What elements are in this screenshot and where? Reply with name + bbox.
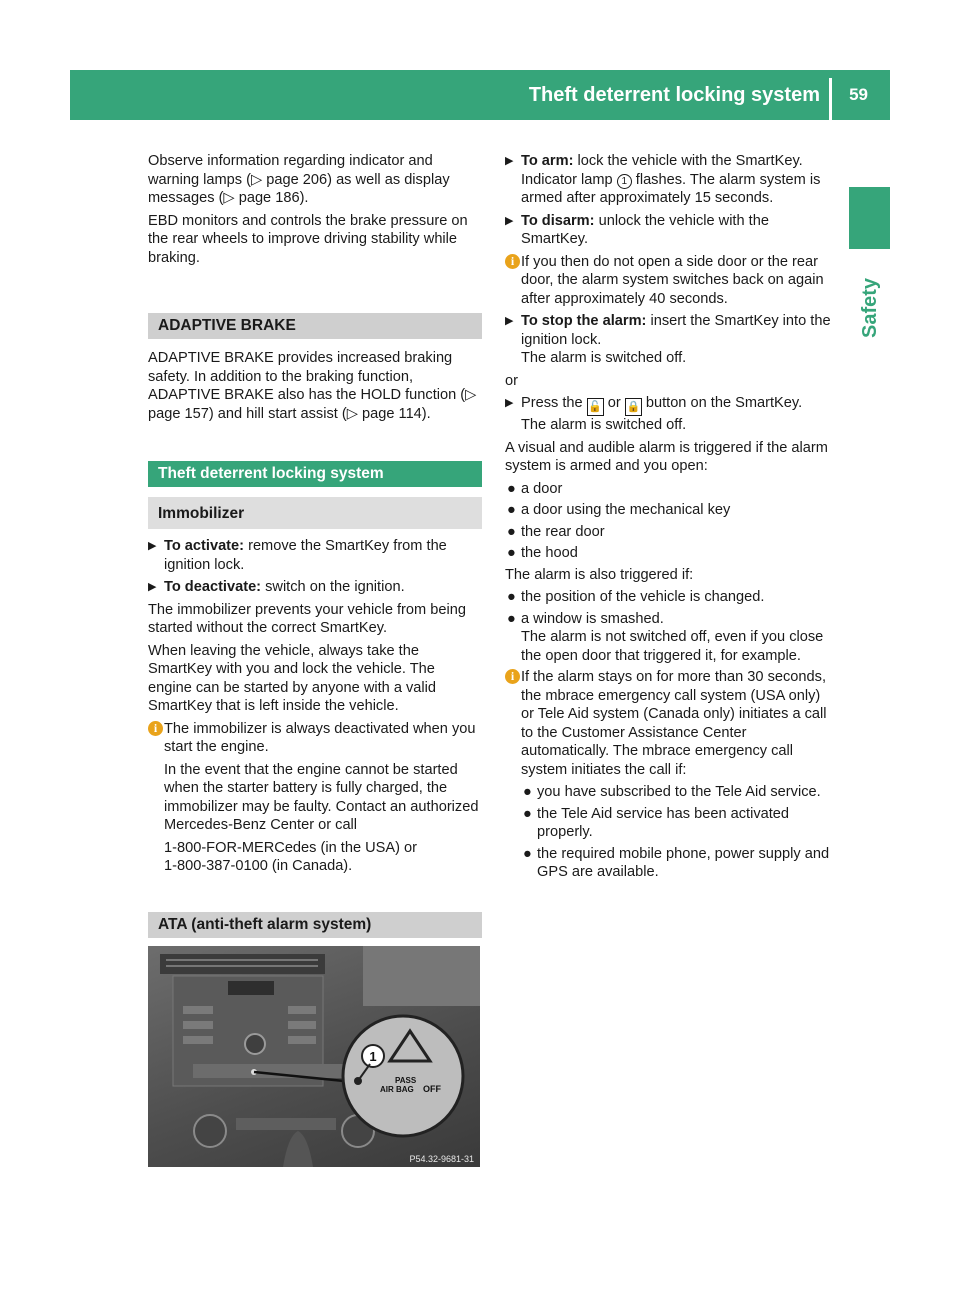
unlock-icon: 🔓 [587,398,604,416]
ebd-paragraph: EBD monitors and controls the brake pressure on the rear wheels to improve driving stability while braking. [148,212,468,266]
info-text: If you then do not open a side door or the rear door, the alarm system switches back on again after approximately 40 seconds. [521,253,824,307]
info-text: If the alarm stays on for more than 30 seconds, the mbrace emergency call system (USA only) or Tele Aid system (Canada only) initiates a call to the Customer Assistance Center automatically. The mbrace emergency call system initiates the call if: [521,669,827,778]
step-disarm [505,212,837,249]
header-divider [829,78,832,120]
also-note: The alarm is not switched off, even if you close the open door that triggered it, for example. [521,629,824,664]
bullet-icon: ● [507,523,516,540]
step-arrow-icon: ▶ [505,315,514,327]
dashboard-photo [148,946,480,1167]
immobilizer-heading: Immobilizer [148,497,482,529]
airbag-text: AIR BAG [380,1084,414,1094]
immobilizer-info [148,720,482,876]
list-item: ● the hood [507,545,578,561]
pass-text: PASS [395,1075,417,1085]
info-icon: i [505,669,520,684]
list-item: ● the Tele Aid service has been activated properly. [523,805,790,840]
list-item: ● a door [507,480,563,497]
adaptive-brake-text: ADAPTIVE BRAKE provides increased braking safety. In addition to the braking function, ADAPTIVE BRAKE also has the HOLD function (▷ page 157) and hill start assist (▷ page 114). [148,350,477,422]
triggered-intro: A visual and audible alarm is triggered if the alarm system is armed and you open: [505,439,828,474]
list-item: ● the required mobile phone, power supply and GPS are available. [523,845,830,880]
theft-section-heading: Theft deterrent locking system [148,461,482,487]
side-tab-label: Safety [859,277,881,338]
indicator-lamp-marker: 1 [617,174,632,189]
step-label: To disarm: [521,212,595,229]
page-title: Theft deterrent locking system [528,84,820,106]
immobilizer-paragraph: The immobilizer prevents your vehicle from being started without the correct SmartKey. [148,601,466,636]
step-text: insert the SmartKey into the ignition lock. [521,313,831,348]
step-stop-alarm [505,312,837,368]
page-number: 59 [849,85,868,104]
ata-heading: ATA (anti-theft alarm system) [148,912,482,938]
step-arrow-icon: ▶ [505,155,514,167]
step-label: To arm: [521,153,574,169]
step-label: To stop the alarm: [521,313,647,329]
off-text: OFF [423,1083,441,1094]
step-result: The alarm is switched off. [521,350,687,366]
lock-icon: 🔒 [625,398,642,416]
callout-number: 1 [369,1048,377,1064]
step-text: unlock the vehicle with the SmartKey. [521,212,769,247]
step-arrow-icon: ▶ [148,540,157,552]
info-text: In the event that the engine cannot be started when the starter battery is fully charged, the immobilizer may be faulty. Contact an authorized Mercedes-Benz Center or call [164,761,479,833]
left-column [148,152,482,1167]
intro-paragraph: Observe information regarding indicator and warning lamps (▷ page 206) as well as display messages (▷ page 186). [148,153,450,206]
step-text: or [603,395,625,411]
phone-canada: 1-800-387-0100 (in Canada). [164,858,353,874]
step-text: button on the SmartKey. [641,395,803,411]
list-item: ● a window is smashed. The alarm is not switched off, even if you close the open door that triggered it, for example. [505,610,837,666]
bullet-icon: ● [507,589,516,605]
step-text: switch on the ignition. [261,579,405,595]
bullet-icon: ● [523,784,532,800]
header-bar [70,70,890,120]
right-column [505,152,837,886]
list-item: ● a door using the mechanical key [507,502,731,518]
bullet-icon: ● [507,480,516,497]
step-arrow-icon: ▶ [505,397,514,409]
info-icon: i [148,721,163,736]
alarm-info [505,668,837,882]
step-label: To activate: [164,538,245,554]
step-text: flashes. The alarm system is armed after approximately 15 seconds. [521,171,821,206]
photo-caption: P54.32-9681-31 [409,1153,474,1164]
info-text: The immobilizer is always deactivated when you start the engine. [164,720,476,755]
side-tab-marker [849,187,890,249]
list-item: ● the position of the vehicle is changed. [507,589,765,605]
step-deactivate [148,578,482,597]
step-press-button [505,394,837,435]
list-item: ● the rear door [507,523,605,540]
step-arrow-icon: ▶ [148,581,157,593]
step-text: remove the SmartKey from the ignition lock. [164,538,447,573]
step-text: Press the [521,395,587,411]
list-item: ● you have subscribed to the Tele Aid service. [523,784,821,800]
dashboard-illustration [148,946,480,1167]
step-arrow-icon: ▶ [505,214,514,227]
bullet-icon: ● [507,545,516,561]
disarm-info [505,253,837,309]
bullet-icon: ● [523,805,532,822]
phone-usa: 1-800-FOR-MERCedes (in the USA) or [164,839,418,856]
step-arm [505,152,837,208]
step-text: lock the vehicle with the SmartKey. Indicator lamp [521,153,803,188]
bullet-icon: ● [507,502,516,518]
step-activate [148,537,482,574]
adaptive-brake-heading: ADAPTIVE BRAKE [148,313,482,339]
step-label: To deactivate: [164,579,262,595]
bullet-icon: ● [523,845,532,862]
or-text: or [505,372,518,389]
leaving-vehicle-paragraph: When leaving the vehicle, always take the SmartKey with you and lock the vehicle. The engine can be started by anyone with a valid SmartKey that is left inside the vehicle. [148,642,437,714]
bullet-icon: ● [507,610,516,627]
also-intro: The alarm is also triggered if: [505,566,694,583]
info-icon: i [505,254,520,269]
step-result: The alarm is switched off. [521,417,687,433]
